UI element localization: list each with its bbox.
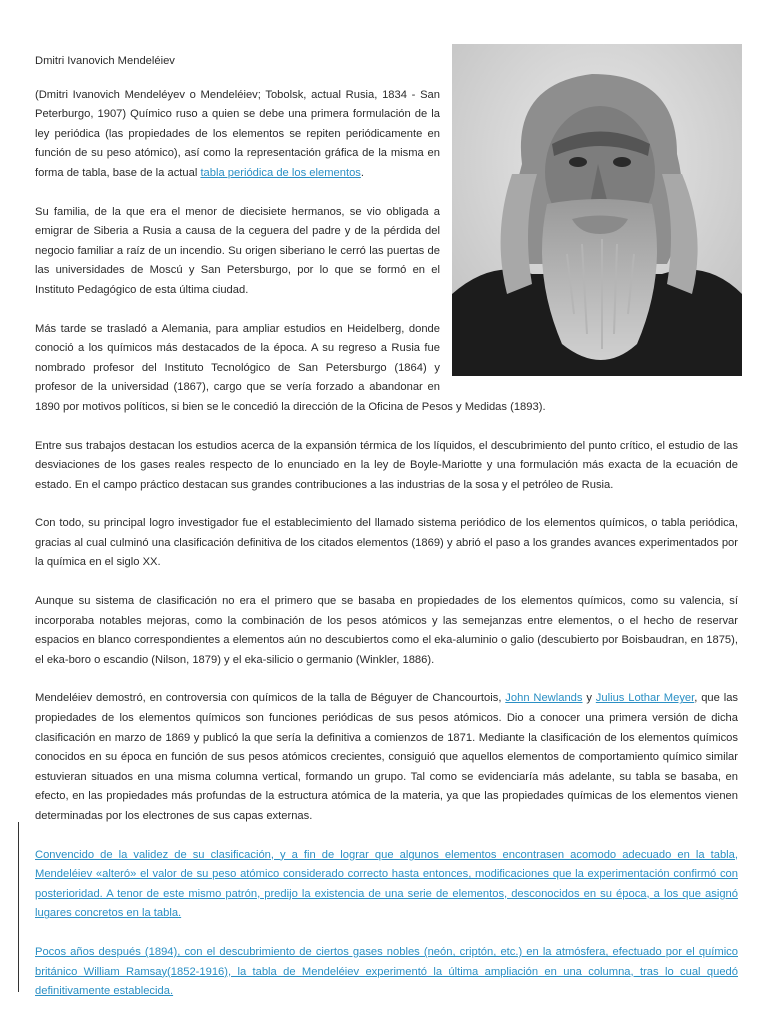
paragraph-family: Su familia, de la que era el menor de diecisiete hermanos, se vio obligada a emigrar de Siberia a Rusia a causa de la ceguera del padre y de la pérdida del negocio familiar a raíz de un incendio. Su origen siberiano le cerró las puertas de las universidades de Moscú y San Petersburgo, por lo que se formó en el Instituto Pedagógico de esta última ciudad. bbox=[35, 205, 440, 296]
julius-lothar-meyer-link[interactable]: Julius Lothar Meyer bbox=[595, 692, 695, 705]
paragraph-noble-gases-link[interactable]: Pocos años después (1894), con el descubrimiento de ciertos gases nobles (neón, criptón, etc.) en la atmósfera, efectuado por el químico británico William Ramsay(1852-1916), la tabla de Mendeléiev experimentó la última ampliación en una columna, tras lo cual quedó definitivamente establecida. bbox=[35, 945, 738, 998]
paragraph-germany: Más tarde se trasladó a Alemania, para ampliar estudios en Heidelberg, donde conoció a los químicos más destacados de la época. A su regreso a Rusia fue nombrado profesor del Instituto Tecnológico de San Petersburgo (1864) y profesor de la universidad (1867), cargo que se vería forzado a abandonar en 1890 por motivos políticos, si bien se le concedió la dirección de la Oficina de Pesos y Medidas (1893). bbox=[35, 322, 546, 413]
paragraph-classification: Aunque su sistema de clasificación no era el primero que se basaba en propiedades de los elementos químicos, como su valencia, sí incorporaba notables mejoras, como la combinación de los pesos atómicos y las semejanzas entre elementos, o el hecho de reservar espacios en blanco correspondientes a elementos aún no descubiertos como el eka-aluminio o galio (descubierto por Boisbaudran, en 1875), el eka-boro o escandio (Nilson, 1879) y el eka-silicio o germanio (Winkler, 1886). bbox=[35, 595, 738, 666]
paragraph-periodic-system: Con todo, su principal logro investigador fue el establecimiento del llamado sistema periódico de los elementos químicos, o tabla periódica, gracias al cual culminó una clasificación definitiva de los citados elementos (1869) y abrió el paso a los grandes avances experimentados por la química en el siglo XX. bbox=[35, 517, 738, 569]
periodic-table-link[interactable]: tabla periódica de los elementos bbox=[200, 166, 361, 179]
portrait-photo bbox=[452, 44, 742, 376]
page-title: Dmitri Ivanovich Mendeléiev bbox=[35, 55, 175, 67]
article-body bbox=[35, 52, 738, 1021]
paragraph-works: Entre sus trabajos destacan los estudios acerca de la expansión térmica de los líquidos, el descubrimiento del punto crítico, el estudio de las desviaciones de los gases reales respecto de lo enunciado en la ley de Boyle-Mariotte y una formulación más exacta de la ecuación de estado. En el campo práctico destacan sus grandes contribuciones a las industrias de la sosa y el petróleo de Rusia. bbox=[35, 439, 738, 491]
paragraph-controversy: Mendeléiev demostró, en controversia con químicos de la talla de Béguyer de Chancourtois, John Newlands y Julius Lothar Meyer, que las propiedades de los elementos químicos son funciones periódicas de sus pesos atómicos. Dio a conocer una primera versión de dicha clasificación en marzo de 1869 y publicó la que sería la definitiva a comienzos de 1871. Mediante la clasificación de los elementos químicos conocidos en su época en función de sus pesos atómicos crecientes, consiguió que aquellos elementos de comportamiento químico similar estuvieran situados en una misma columna vertical, formando un grupo. Tal como se evidenciaría más adelante, su tabla se basaba, en efecto, en las propiedades más profundas de la estructura atómica de la materia, ya que las propiedades químicas de los elementos vienen determinadas por los electrones de sus capas externas. bbox=[35, 692, 739, 822]
paragraph-atomic-weight-link[interactable]: Convencido de la validez de su clasificación, y a fin de lograr que algunos elementos encontrasen acomodo adecuado en la tabla, Mendeléiev «alteró» el valor de su peso atómico considerado correcto hasta entonces, modificaciones que la experimentación confirmó con posterioridad. A tenor de este mismo patrón, predijo la existencia de una serie de elementos, desconocidos en su época, a los que asignó lugares concretos en la tabla. bbox=[35, 848, 738, 920]
john-newlands-link[interactable]: John Newlands bbox=[505, 692, 583, 705]
paragraph-intro: (Dmitri Ivanovich Mendeléyev o Mendeléiev; Tobolsk, actual Rusia, 1834 - San Peterburgo, 1907) Químico ruso a quien se debe una primera formulación de la ley periódica (las propiedades de los elementos se repiten periódicamente en función de su peso atómico), así como la representación gráfica de la misma en forma de tabla, base de la actual tabla periódica de los elementos. bbox=[35, 88, 440, 179]
quote-bar bbox=[18, 822, 19, 992]
